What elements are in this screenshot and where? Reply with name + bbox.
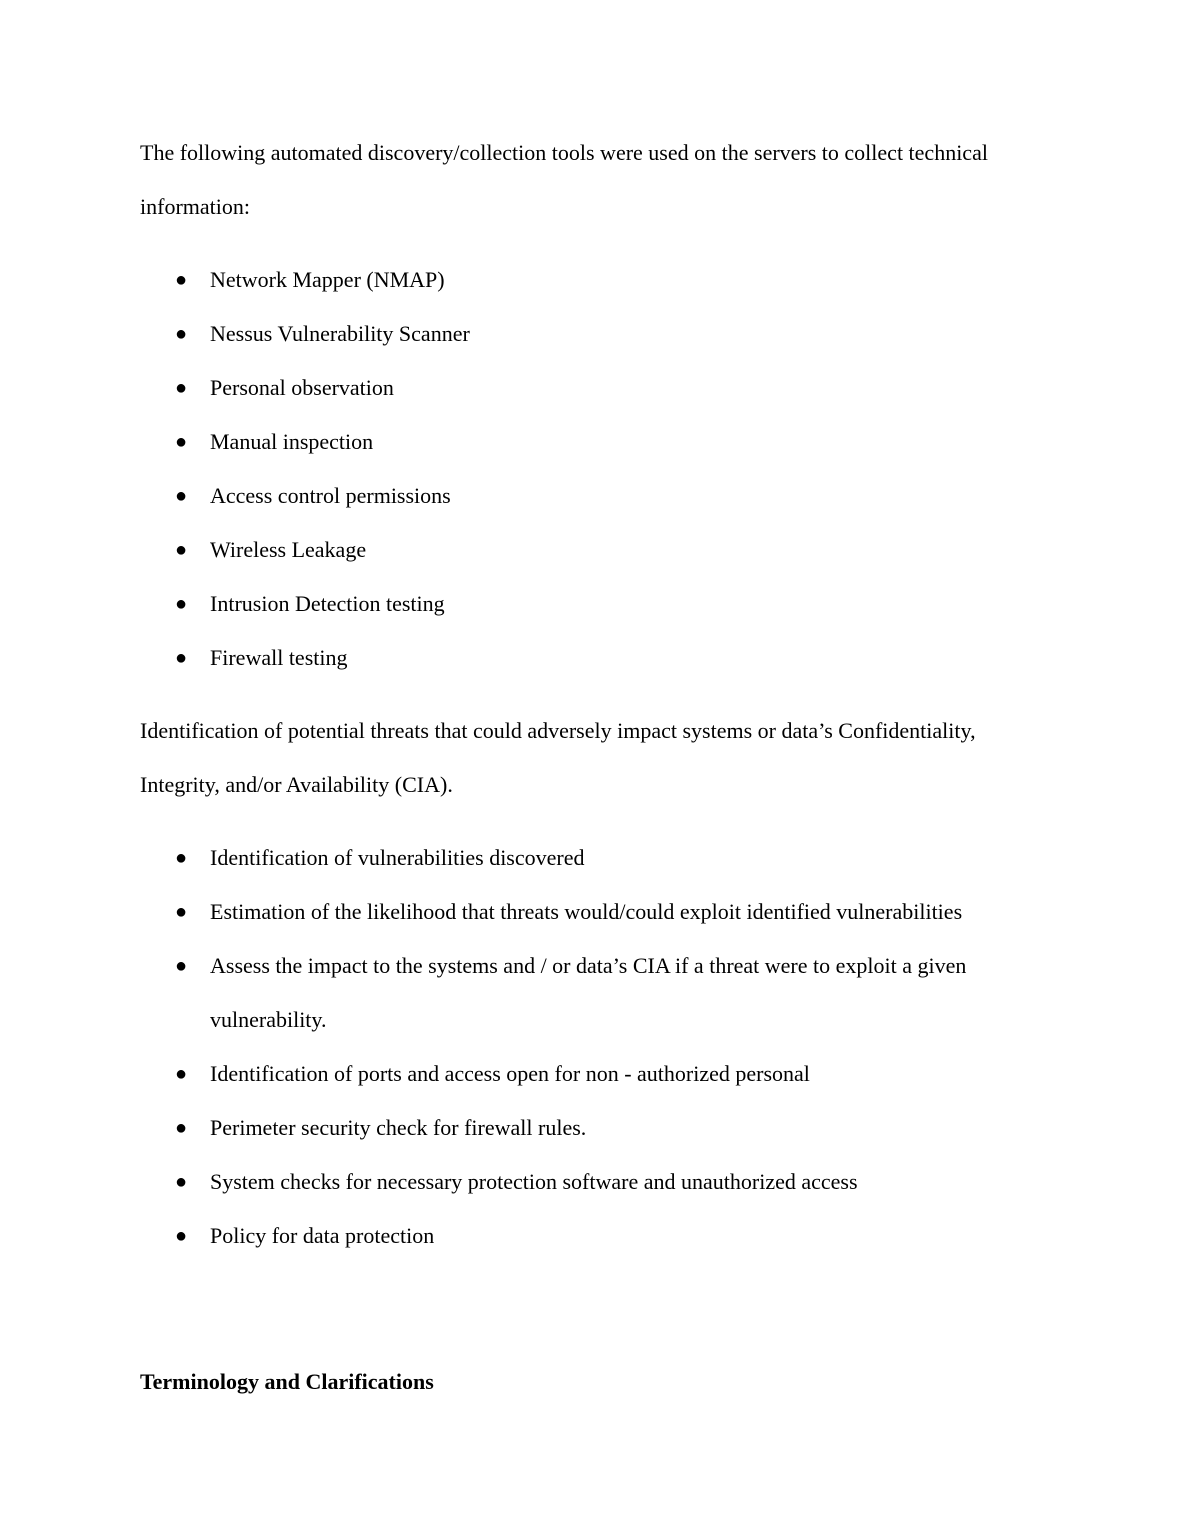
- bullet-icon: ●: [175, 377, 188, 399]
- list-item-text: Manual inspection: [210, 429, 374, 454]
- bullet-icon: ●: [175, 901, 188, 923]
- list-item: [140, 1155, 1050, 1209]
- bullet-icon: ●: [175, 1171, 188, 1193]
- list-item: [140, 415, 1050, 469]
- list-item-text: Policy for data protection: [210, 1223, 435, 1248]
- bullet-icon: ●: [175, 1063, 188, 1085]
- list-item: [140, 1101, 1050, 1155]
- section-heading: Terminology and Clarifications: [140, 1369, 434, 1394]
- bullet-icon: ●: [175, 431, 188, 453]
- list-item: [140, 469, 1050, 523]
- list-item-text: Nessus Vulnerability Scanner: [210, 321, 470, 346]
- list-item-text: System checks for necessary protection software and unauthorized access: [210, 1169, 858, 1194]
- bullet-icon: ●: [175, 539, 188, 561]
- bullet-icon: ●: [175, 485, 188, 507]
- list-item-text: Personal observation: [210, 375, 394, 400]
- list-item: [140, 253, 1050, 307]
- list-item-text: Access control permissions: [210, 483, 451, 508]
- list-item: [140, 831, 1050, 885]
- bullet-icon: ●: [175, 955, 188, 977]
- list-item-text: Network Mapper (NMAP): [210, 267, 445, 292]
- document-body: [140, 126, 1050, 1409]
- list-item: [140, 631, 1050, 685]
- intro-paragraph: The following automated discovery/collection tools were used on the servers to collect technical information:: [140, 140, 988, 219]
- list-item-text: Wireless Leakage: [210, 537, 367, 562]
- threats-paragraph: Identification of potential threats that could adversely impact systems or data’s Confidentiality, Integrity, and/or Availability (CIA).: [140, 718, 976, 797]
- bullet-icon: ●: [175, 1225, 188, 1247]
- list-item: [140, 939, 1050, 1047]
- list-item: [140, 361, 1050, 415]
- bullet-icon: ●: [175, 269, 188, 291]
- bullet-icon: ●: [175, 1117, 188, 1139]
- list-item: [140, 307, 1050, 361]
- list-item-text: Firewall testing: [210, 645, 348, 670]
- list-item: [140, 1047, 1050, 1101]
- list-item-text: Assess the impact to the systems and / or data’s CIA if a threat were to exploit a given vulnerability.: [210, 953, 967, 1032]
- list-item: [140, 577, 1050, 631]
- bullet-icon: ●: [175, 323, 188, 345]
- list-item-text: Estimation of the likelihood that threats would/could exploit identified vulnerabilities: [210, 899, 963, 924]
- bullet-icon: ●: [175, 593, 188, 615]
- list-item-text: Intrusion Detection testing: [210, 591, 445, 616]
- list-item: [140, 885, 1050, 939]
- tools-list: [140, 253, 1050, 685]
- list-item-text: Identification of ports and access open for non - authorized personal: [210, 1061, 810, 1086]
- activities-list: [140, 831, 1050, 1263]
- list-item: [140, 1209, 1050, 1263]
- bullet-icon: ●: [175, 847, 188, 869]
- list-item: [140, 523, 1050, 577]
- list-item-text: Identification of vulnerabilities discovered: [210, 845, 585, 870]
- bullet-icon: ●: [175, 647, 188, 669]
- list-item-text: Perimeter security check for firewall rules.: [210, 1115, 587, 1140]
